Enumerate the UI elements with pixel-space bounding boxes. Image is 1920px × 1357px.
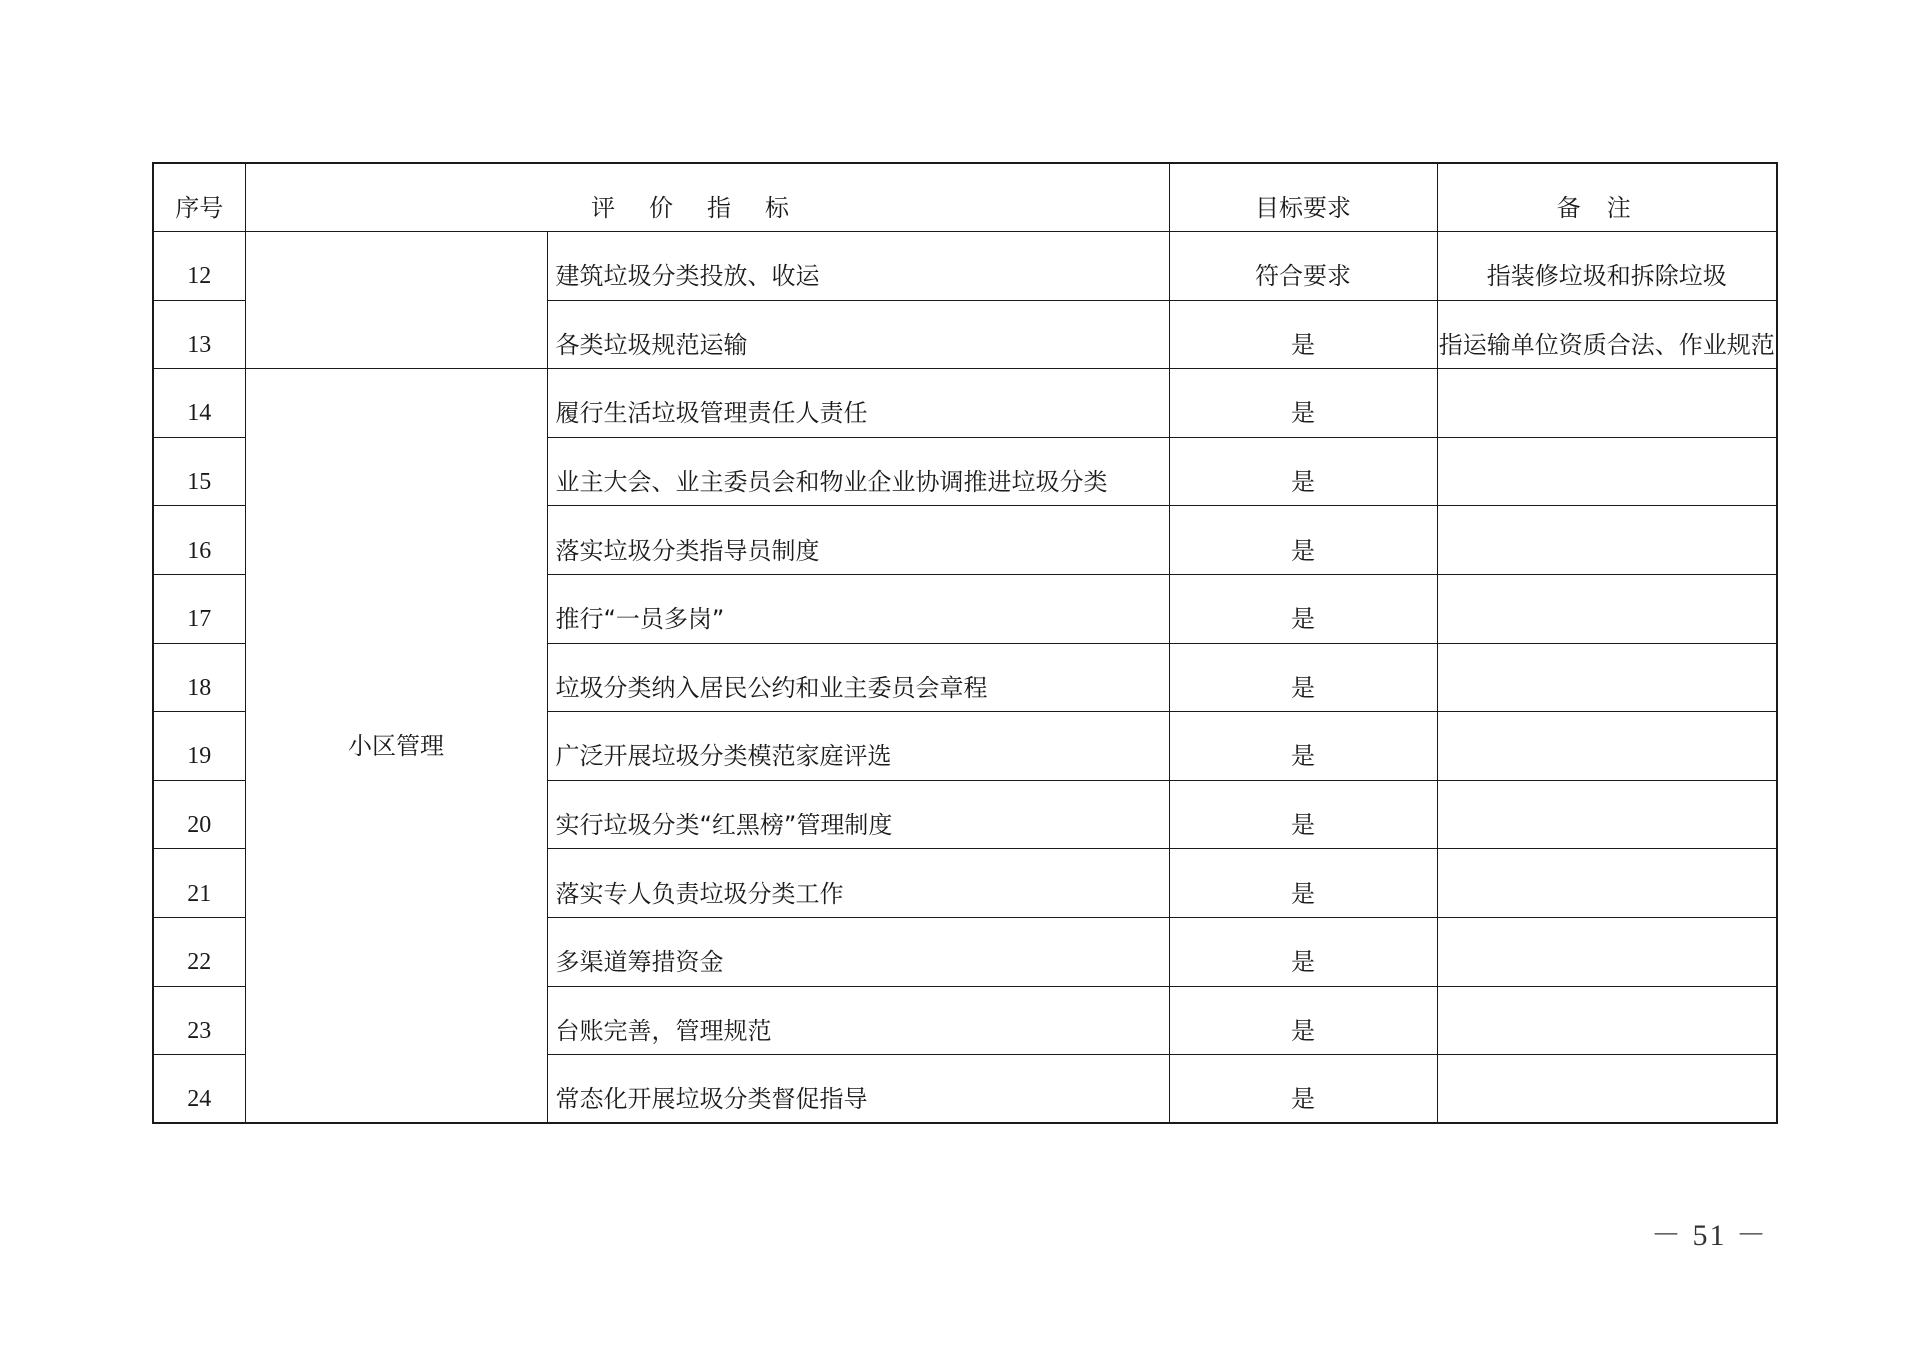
category-cell-community-management: 小区管理 bbox=[245, 369, 547, 1124]
row-indicator: 台账完善，管理规范 bbox=[547, 986, 1169, 1055]
row-target: 符合要求 bbox=[1169, 232, 1437, 301]
row-target: 是 bbox=[1169, 506, 1437, 575]
row-no: 17 bbox=[153, 575, 245, 644]
row-no: 20 bbox=[153, 780, 245, 849]
table-row bbox=[153, 232, 1777, 301]
row-target: 是 bbox=[1169, 369, 1437, 438]
evaluation-table bbox=[152, 162, 1778, 1124]
header-no: 序号 bbox=[153, 163, 245, 232]
row-no: 19 bbox=[153, 712, 245, 781]
row-target: 是 bbox=[1169, 437, 1437, 506]
table-header-row bbox=[153, 163, 1777, 232]
row-no: 21 bbox=[153, 849, 245, 918]
header-target: 目标要求 bbox=[1169, 163, 1437, 232]
row-indicator: 推行“一员多岗” bbox=[547, 575, 1169, 644]
table-row bbox=[153, 369, 1777, 438]
row-target: 是 bbox=[1169, 575, 1437, 644]
row-no: 14 bbox=[153, 369, 245, 438]
row-no: 23 bbox=[153, 986, 245, 1055]
row-target: 是 bbox=[1169, 712, 1437, 781]
row-indicator: 实行垃圾分类“红黑榜”管理制度 bbox=[547, 780, 1169, 849]
row-indicator: 履行生活垃圾管理责任人责任 bbox=[547, 369, 1169, 438]
row-target: 是 bbox=[1169, 849, 1437, 918]
row-indicator: 落实专人负责垃圾分类工作 bbox=[547, 849, 1169, 918]
row-note: 指装修垃圾和拆除垃圾 bbox=[1437, 232, 1777, 301]
row-indicator: 常态化开展垃圾分类督促指导 bbox=[547, 1055, 1169, 1124]
row-note bbox=[1437, 575, 1777, 644]
row-note bbox=[1437, 849, 1777, 918]
row-note bbox=[1437, 506, 1777, 575]
row-note bbox=[1437, 1055, 1777, 1124]
row-target: 是 bbox=[1169, 643, 1437, 712]
header-indicator: 评价指标 bbox=[245, 163, 1169, 232]
row-no: 18 bbox=[153, 643, 245, 712]
header-note: 备注 bbox=[1437, 163, 1777, 232]
row-note bbox=[1437, 780, 1777, 849]
row-note bbox=[1437, 369, 1777, 438]
row-no: 12 bbox=[153, 232, 245, 301]
row-indicator: 垃圾分类纳入居民公约和业主委员会章程 bbox=[547, 643, 1169, 712]
row-indicator: 多渠道筹措资金 bbox=[547, 918, 1169, 987]
row-no: 22 bbox=[153, 918, 245, 987]
row-note bbox=[1437, 986, 1777, 1055]
row-target: 是 bbox=[1169, 986, 1437, 1055]
row-target: 是 bbox=[1169, 300, 1437, 369]
row-no: 15 bbox=[153, 437, 245, 506]
row-indicator: 建筑垃圾分类投放、收运 bbox=[547, 232, 1169, 301]
row-target: 是 bbox=[1169, 780, 1437, 849]
row-note bbox=[1437, 643, 1777, 712]
row-note bbox=[1437, 712, 1777, 781]
row-note: 指运输单位资质合法、作业规范 bbox=[1437, 300, 1777, 369]
row-note bbox=[1437, 918, 1777, 987]
row-no: 13 bbox=[153, 300, 245, 369]
row-no: 16 bbox=[153, 506, 245, 575]
row-target: 是 bbox=[1169, 918, 1437, 987]
row-indicator: 各类垃圾规范运输 bbox=[547, 300, 1169, 369]
row-indicator: 落实垃圾分类指导员制度 bbox=[547, 506, 1169, 575]
row-note bbox=[1437, 437, 1777, 506]
row-indicator: 广泛开展垃圾分类模范家庭评选 bbox=[547, 712, 1169, 781]
row-no: 24 bbox=[153, 1055, 245, 1124]
page-number: － 51 － bbox=[1651, 1219, 1768, 1252]
category-cell-empty bbox=[245, 232, 547, 369]
row-indicator: 业主大会、业主委员会和物业企业协调推进垃圾分类 bbox=[547, 437, 1169, 506]
row-target: 是 bbox=[1169, 1055, 1437, 1124]
